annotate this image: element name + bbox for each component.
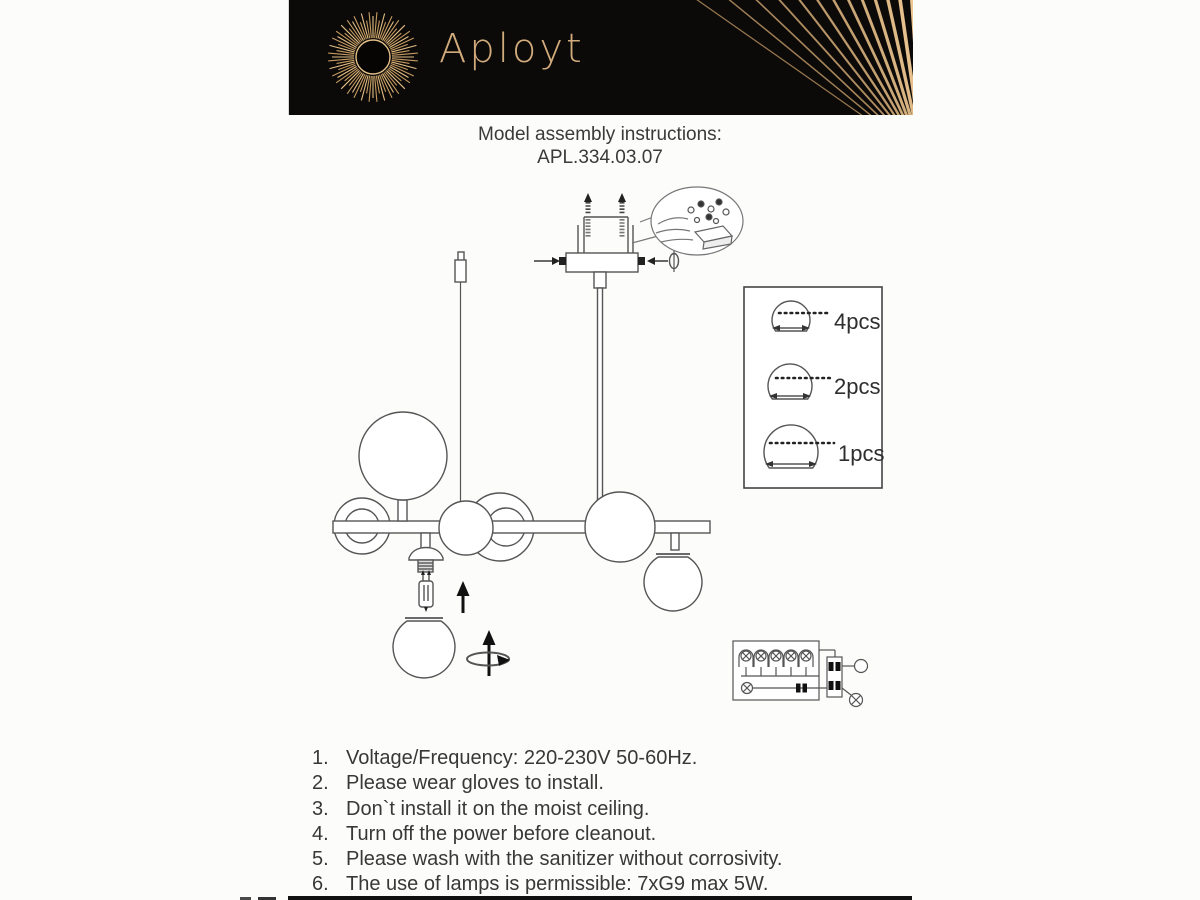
rotate-arrow-icon bbox=[467, 630, 510, 676]
rotate-screw-icon bbox=[670, 250, 679, 272]
instruction-number: 3. bbox=[312, 797, 329, 820]
instruction-text: Don`t install it on the moist ceiling. bbox=[346, 797, 650, 820]
part-count-label: 4pcs bbox=[834, 309, 881, 334]
part-count-label: 1pcs bbox=[838, 441, 885, 466]
instruction-item bbox=[312, 797, 782, 822]
lamp-socket-icon bbox=[409, 533, 443, 572]
model-number: APL.334.03.07 bbox=[537, 147, 663, 168]
instruction-text: Voltage/Frequency: 220-230V 50-60Hz. bbox=[346, 747, 698, 769]
instruction-text: Turn off the power before cleanout. bbox=[346, 822, 657, 845]
instruction-text: Please wash with the sanitizer without corrosivity. bbox=[346, 848, 783, 871]
instruction-number: 4. bbox=[312, 822, 329, 845]
bottom-banner-edge bbox=[288, 896, 912, 900]
wiring-diagram-icon bbox=[733, 641, 868, 707]
instruction-number: 6. bbox=[312, 873, 329, 896]
instruction-number: 2. bbox=[312, 772, 329, 795]
g9-bulb-icon bbox=[419, 570, 433, 612]
page-title: Model assembly instructions: bbox=[478, 124, 722, 145]
instruction-item bbox=[312, 746, 782, 771]
up-arrow-icon bbox=[457, 581, 470, 613]
corner-rays-icon bbox=[571, 0, 913, 115]
title-block bbox=[0, 123, 1200, 169]
brand-logo-text: Aployt bbox=[439, 26, 585, 72]
instruction-number: 1. bbox=[312, 747, 329, 769]
parts-count-box bbox=[744, 287, 884, 488]
instruction-item bbox=[312, 822, 782, 847]
instructions-list bbox=[312, 746, 782, 898]
sunburst-center bbox=[356, 40, 390, 74]
loose-globe-icon bbox=[393, 618, 455, 678]
header-decoration bbox=[289, 0, 913, 115]
instruction-item bbox=[312, 847, 782, 872]
mounting-screws-icon bbox=[584, 193, 626, 237]
suspension-rod-icon bbox=[598, 288, 603, 521]
instruction-number: 5. bbox=[312, 848, 329, 871]
hand-terminal-callout-icon bbox=[632, 187, 743, 255]
part-count-label: 2pcs bbox=[834, 374, 881, 399]
instruction-text: Please wear gloves to install. bbox=[346, 772, 604, 795]
instruction-item bbox=[312, 872, 782, 897]
brand-header bbox=[288, 0, 913, 115]
instruction-text: The use of lamps is permissible: 7xG9 max 5W. bbox=[346, 873, 769, 896]
suspension-cable-icon bbox=[455, 252, 466, 503]
instruction-item bbox=[312, 771, 782, 796]
